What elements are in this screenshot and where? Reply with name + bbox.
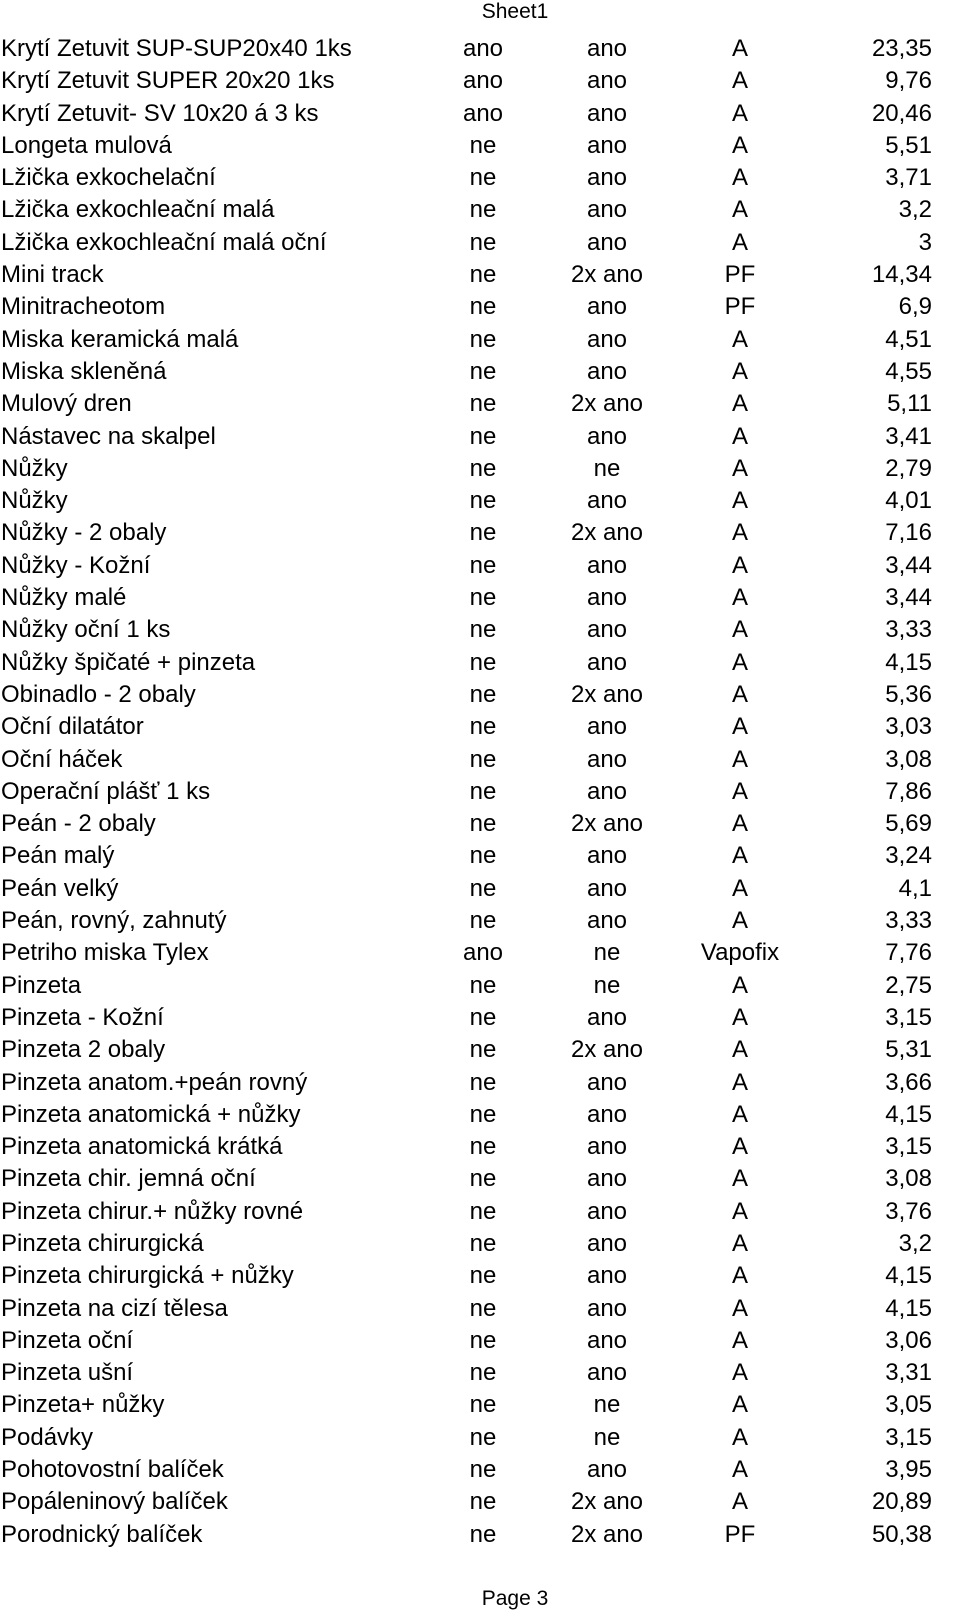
col-type: A: [731, 487, 748, 515]
col-type: A: [731, 1456, 748, 1484]
col-flag-2: ne: [593, 939, 621, 967]
col-flag-1: ne: [469, 713, 497, 741]
item-name: Mini track: [1, 261, 104, 289]
col-type: A: [731, 1359, 748, 1387]
col-flag-1: ne: [469, 1326, 497, 1354]
col-type: A: [731, 454, 748, 482]
col-type: A: [731, 228, 748, 256]
col-type: A: [731, 777, 748, 805]
col-flag-2: ano: [586, 648, 628, 676]
col-flag-1: ne: [469, 261, 497, 289]
item-price: 3,31: [885, 1359, 932, 1387]
item-price: 3,66: [885, 1068, 932, 1096]
col-flag-1: ne: [469, 1003, 497, 1031]
item-price: 4,1: [898, 874, 932, 902]
col-type: A: [731, 1391, 748, 1419]
col-flag-1: ano: [462, 939, 504, 967]
col-type: A: [731, 99, 748, 127]
item-name: Peán - 2 obaly: [1, 810, 156, 838]
col-flag-2: ano: [586, 842, 628, 870]
col-flag-2: ano: [586, 131, 628, 159]
table-row: [0, 582, 960, 614]
col-flag-2: ano: [586, 99, 628, 127]
item-price: 5,51: [885, 131, 932, 159]
item-price: 4,15: [885, 1100, 932, 1128]
item-name: Porodnický balíček: [1, 1520, 203, 1548]
item-name: Pinzeta chirurgická + nůžky: [1, 1262, 294, 1290]
item-price: 2,75: [885, 971, 932, 999]
col-flag-1: ne: [469, 1068, 497, 1096]
item-price: 3,95: [885, 1456, 932, 1484]
col-flag-1: ne: [469, 971, 497, 999]
item-name: Petriho miska Tylex: [1, 939, 209, 967]
item-name: Krytí Zetuvit- SV 10x20 á 3 ks: [1, 99, 319, 127]
item-price: 3,08: [885, 745, 932, 773]
item-price: 5,36: [885, 680, 932, 708]
col-flag-2: ano: [586, 584, 628, 612]
col-flag-2: 2x ano: [570, 1036, 644, 1064]
table-row: [0, 1099, 960, 1131]
table-row: [0, 1228, 960, 1260]
col-flag-2: 2x ano: [570, 261, 644, 289]
col-type: Vapofix: [700, 939, 780, 967]
col-flag-2: ano: [586, 713, 628, 741]
col-type: PF: [724, 1520, 756, 1548]
item-price: 3,44: [885, 551, 932, 579]
item-name: Pinzeta+ nůžky: [1, 1391, 165, 1419]
col-flag-1: ne: [469, 1229, 497, 1257]
col-flag-2: ano: [586, 293, 628, 321]
item-name: Pohotovostní balíček: [1, 1456, 224, 1484]
col-type: A: [731, 196, 748, 224]
col-type: A: [731, 1423, 748, 1451]
table-row: [0, 1163, 960, 1195]
col-flag-1: ne: [469, 842, 497, 870]
item-name: Nůžky - Kožní: [1, 551, 151, 579]
table-row: [0, 679, 960, 711]
item-price: 3,76: [885, 1197, 932, 1225]
table-row: [0, 33, 960, 65]
item-name: Peán malý: [1, 842, 115, 870]
item-price: 3,08: [885, 1165, 932, 1193]
col-flag-1: ne: [469, 1423, 497, 1451]
item-name: Nůžky špičaté + pinzeta: [1, 648, 256, 676]
item-name: Pinzeta 2 obaly: [1, 1036, 166, 1064]
col-flag-2: ano: [586, 228, 628, 256]
col-flag-1: ne: [469, 1294, 497, 1322]
table-row: [0, 970, 960, 1002]
item-name: Peán, rovný, zahnutý: [1, 907, 227, 935]
item-price: 5,11: [887, 390, 932, 418]
col-flag-1: ne: [469, 1391, 497, 1419]
table-row: [0, 1357, 960, 1389]
table-row: [0, 1454, 960, 1486]
col-flag-1: ne: [469, 487, 497, 515]
item-price: 2,79: [885, 454, 932, 482]
col-type: A: [731, 164, 748, 192]
item-name: Pinzeta - Kožní: [1, 1003, 164, 1031]
col-flag-2: ano: [586, 1456, 628, 1484]
col-flag-2: 2x ano: [570, 680, 644, 708]
table-row: [0, 421, 960, 453]
col-flag-2: ano: [586, 874, 628, 902]
item-price: 4,15: [885, 1294, 932, 1322]
item-name: Pinzeta: [1, 971, 82, 999]
table-row: [0, 453, 960, 485]
table-row: [0, 1389, 960, 1421]
item-name: Operační plášť 1 ks: [1, 777, 211, 805]
item-price: 3,2: [898, 196, 932, 224]
col-flag-1: ne: [469, 874, 497, 902]
item-name: Krytí Zetuvit SUPER 20x20 1ks: [1, 67, 335, 95]
item-price: 6,9: [898, 293, 932, 321]
item-name: Pinzeta anatomická + nůžky: [1, 1100, 301, 1128]
item-name: Nůžky oční 1 ks: [1, 616, 171, 644]
item-name: Nůžky malé: [1, 584, 127, 612]
col-flag-1: ne: [469, 454, 497, 482]
col-type: A: [731, 874, 748, 902]
item-price: 3,24: [885, 842, 932, 870]
item-price: 3,06: [885, 1326, 932, 1354]
col-flag-2: ano: [586, 1003, 628, 1031]
item-name: Pinzeta oční: [1, 1326, 134, 1354]
item-price: 4,51: [885, 325, 932, 353]
col-flag-1: ne: [469, 196, 497, 224]
col-flag-1: ne: [469, 584, 497, 612]
table-row: [0, 162, 960, 194]
item-name: Obinadlo - 2 obaly: [1, 680, 196, 708]
col-flag-2: ano: [586, 1133, 628, 1161]
col-type: A: [731, 1197, 748, 1225]
table-row: [0, 1293, 960, 1325]
col-flag-2: ano: [586, 325, 628, 353]
col-flag-2: ano: [586, 487, 628, 515]
item-name: Mulový dren: [1, 390, 132, 418]
col-flag-1: ne: [469, 1262, 497, 1290]
col-type: A: [731, 1003, 748, 1031]
col-type: A: [731, 1133, 748, 1161]
col-flag-2: ano: [586, 616, 628, 644]
item-price: 7,16: [885, 519, 932, 547]
table-row: [0, 194, 960, 226]
item-price: 4,55: [885, 357, 932, 385]
item-name: Oční háček: [1, 745, 123, 773]
col-flag-1: ne: [469, 1488, 497, 1516]
col-flag-2: ano: [586, 35, 628, 62]
item-price: 3: [918, 228, 932, 256]
table-row: [0, 905, 960, 937]
table-row: [0, 388, 960, 420]
col-flag-2: ano: [586, 907, 628, 935]
col-flag-2: ano: [586, 1359, 628, 1387]
col-type: A: [731, 713, 748, 741]
table-row: [0, 130, 960, 162]
col-flag-1: ne: [469, 357, 497, 385]
col-flag-2: ano: [586, 164, 628, 192]
col-flag-2: ano: [586, 745, 628, 773]
item-name: Podávky: [1, 1423, 94, 1451]
col-flag-1: ne: [469, 325, 497, 353]
item-name: Nástavec na skalpel: [1, 422, 216, 450]
item-price: 3,03: [885, 713, 932, 741]
table-row: [0, 1131, 960, 1163]
item-name: Lžička exkochelační: [1, 164, 216, 192]
col-type: A: [731, 357, 748, 385]
col-flag-1: ne: [469, 810, 497, 838]
col-flag-1: ne: [469, 1520, 497, 1548]
col-type: A: [731, 1294, 748, 1322]
table-row: [0, 937, 960, 969]
col-type: A: [731, 390, 748, 418]
col-flag-1: ano: [462, 35, 504, 62]
col-flag-2: ano: [586, 1229, 628, 1257]
col-type: A: [731, 422, 748, 450]
col-flag-2: 2x ano: [570, 1488, 644, 1516]
col-type: A: [731, 842, 748, 870]
col-type: A: [731, 131, 748, 159]
table-row: [0, 485, 960, 517]
item-name: Nůžky: [1, 454, 68, 482]
table-row: [0, 1422, 960, 1454]
table-row: [0, 744, 960, 776]
col-flag-1: ne: [469, 907, 497, 935]
table-row: [0, 1067, 960, 1099]
item-price: 3,15: [885, 1423, 932, 1451]
col-flag-1: ano: [462, 67, 504, 95]
table-row: [0, 1002, 960, 1034]
col-flag-1: ne: [469, 1100, 497, 1128]
col-flag-2: ano: [586, 1326, 628, 1354]
item-name: Pinzeta chir. jemná oční: [1, 1165, 256, 1193]
col-flag-2: ne: [593, 1391, 621, 1419]
table-row: [0, 840, 960, 872]
item-name: Nůžky - 2 obaly: [1, 519, 167, 547]
col-type: PF: [724, 293, 756, 321]
sheet-title: Sheet1: [481, 0, 549, 23]
table-row: [0, 1519, 960, 1551]
col-flag-2: ne: [593, 971, 621, 999]
col-type: A: [731, 584, 748, 612]
item-price: 4,01: [885, 487, 932, 515]
col-type: A: [731, 1165, 748, 1193]
col-flag-2: ano: [586, 551, 628, 579]
col-type: A: [731, 1229, 748, 1257]
col-flag-2: ano: [586, 1100, 628, 1128]
item-name: Miska skleněná: [1, 357, 167, 385]
col-type: A: [731, 519, 748, 547]
item-name: Lžička exkochleační malá: [1, 196, 275, 224]
item-name: Oční dilatátor: [1, 713, 144, 741]
data-table: [0, 33, 960, 1551]
col-flag-2: ano: [586, 1165, 628, 1193]
col-flag-1: ne: [469, 228, 497, 256]
col-flag-1: ne: [469, 680, 497, 708]
item-name: Popáleninový balíček: [1, 1488, 228, 1516]
item-price: 3,2: [898, 1229, 932, 1257]
table-row: [0, 227, 960, 259]
item-name: Pinzeta chirurgická: [1, 1229, 204, 1257]
item-price: 9,76: [885, 67, 932, 95]
col-flag-1: ne: [469, 422, 497, 450]
item-name: Longeta mulová: [1, 131, 172, 159]
table-row: [0, 614, 960, 646]
col-flag-2: 2x ano: [570, 810, 644, 838]
col-flag-1: ne: [469, 648, 497, 676]
table-row: [0, 647, 960, 679]
item-price: 3,15: [885, 1003, 932, 1031]
col-flag-1: ne: [469, 164, 497, 192]
item-price: 4,15: [885, 1262, 932, 1290]
col-flag-2: ano: [586, 196, 628, 224]
col-flag-2: ano: [586, 357, 628, 385]
col-type: A: [731, 907, 748, 935]
table-row: [0, 550, 960, 582]
col-flag-1: ne: [469, 1456, 497, 1484]
table-row: [0, 291, 960, 323]
table-row: [0, 356, 960, 388]
item-price: 3,33: [885, 907, 932, 935]
item-price: 5,31: [885, 1036, 932, 1064]
col-type: A: [731, 35, 748, 62]
item-price: 3,33: [885, 616, 932, 644]
item-name: Pinzeta ušní: [1, 1359, 134, 1387]
col-flag-2: ano: [586, 777, 628, 805]
item-price: 50,38: [871, 1520, 932, 1548]
col-type: A: [731, 810, 748, 838]
col-type: A: [731, 616, 748, 644]
col-type: A: [731, 680, 748, 708]
item-price: 7,86: [885, 777, 932, 805]
col-type: A: [731, 551, 748, 579]
table-row: [0, 711, 960, 743]
item-price: 3,71: [885, 164, 932, 192]
col-type: A: [731, 1262, 748, 1290]
col-type: A: [731, 67, 748, 95]
col-flag-1: ne: [469, 519, 497, 547]
item-name: Lžička exkochleační malá oční: [1, 228, 327, 256]
col-flag-1: ne: [469, 131, 497, 159]
table-row: [0, 324, 960, 356]
item-name: Nůžky: [1, 487, 68, 515]
table-row: [0, 1034, 960, 1066]
col-type: A: [731, 1100, 748, 1128]
page-number: Page 3: [481, 1587, 549, 1610]
col-flag-2: ano: [586, 1262, 628, 1290]
col-flag-2: ano: [586, 422, 628, 450]
col-flag-1: ne: [469, 390, 497, 418]
col-flag-2: ano: [586, 67, 628, 95]
col-type: A: [731, 1036, 748, 1064]
table-row: [0, 517, 960, 549]
item-name: Peán velký: [1, 874, 119, 902]
col-type: A: [731, 971, 748, 999]
col-flag-2: ano: [586, 1294, 628, 1322]
item-price: 20,46: [871, 99, 932, 127]
col-flag-2: ne: [593, 1423, 621, 1451]
item-price: 14,34: [871, 261, 932, 289]
item-price: 3,44: [885, 584, 932, 612]
col-flag-2: 2x ano: [570, 390, 644, 418]
col-type: A: [731, 745, 748, 773]
col-flag-2: ano: [586, 1197, 628, 1225]
table-row: [0, 776, 960, 808]
col-type: A: [731, 325, 748, 353]
col-flag-1: ne: [469, 1165, 497, 1193]
table-row: [0, 1260, 960, 1292]
table-row: [0, 98, 960, 130]
table-row: [0, 1486, 960, 1518]
item-name: Krytí Zetuvit SUP-SUP20x40 1ks: [1, 35, 352, 62]
item-price: 20,89: [871, 1488, 932, 1516]
col-flag-1: ne: [469, 777, 497, 805]
item-name: Pinzeta na cizí tělesa: [1, 1294, 228, 1322]
col-flag-1: ne: [469, 1197, 497, 1225]
col-type: A: [731, 1326, 748, 1354]
item-name: Pinzeta anatomická krátká: [1, 1133, 283, 1161]
col-flag-2: 2x ano: [570, 1520, 644, 1548]
item-price: 3,15: [885, 1133, 932, 1161]
col-flag-2: ano: [586, 1068, 628, 1096]
col-flag-1: ne: [469, 1036, 497, 1064]
col-flag-2: ne: [593, 454, 621, 482]
item-price: 4,15: [885, 648, 932, 676]
item-price: 3,05: [885, 1391, 932, 1419]
col-type: PF: [724, 261, 756, 289]
item-price: 3,41: [885, 422, 932, 450]
col-flag-1: ne: [469, 551, 497, 579]
item-price: 7,76: [885, 939, 932, 967]
table-row: [0, 1196, 960, 1228]
table-row: [0, 808, 960, 840]
table-row: [0, 65, 960, 97]
col-type: A: [731, 1068, 748, 1096]
col-flag-1: ne: [469, 293, 497, 321]
table-row: [0, 1325, 960, 1357]
col-type: A: [731, 1488, 748, 1516]
col-flag-1: ano: [462, 99, 504, 127]
item-price: 23,35: [871, 35, 932, 62]
col-type: A: [731, 648, 748, 676]
col-flag-2: 2x ano: [570, 519, 644, 547]
col-flag-1: ne: [469, 616, 497, 644]
table-row: [0, 873, 960, 905]
table-row: [0, 259, 960, 291]
item-name: Minitracheotom: [1, 293, 166, 321]
col-flag-1: ne: [469, 745, 497, 773]
col-flag-1: ne: [469, 1359, 497, 1387]
item-name: Pinzeta chirur.+ nůžky rovné: [1, 1197, 304, 1225]
item-price: 5,69: [885, 810, 932, 838]
item-name: Miska keramická malá: [1, 325, 239, 353]
col-flag-1: ne: [469, 1133, 497, 1161]
item-name: Pinzeta anatom.+peán rovný: [1, 1068, 308, 1096]
